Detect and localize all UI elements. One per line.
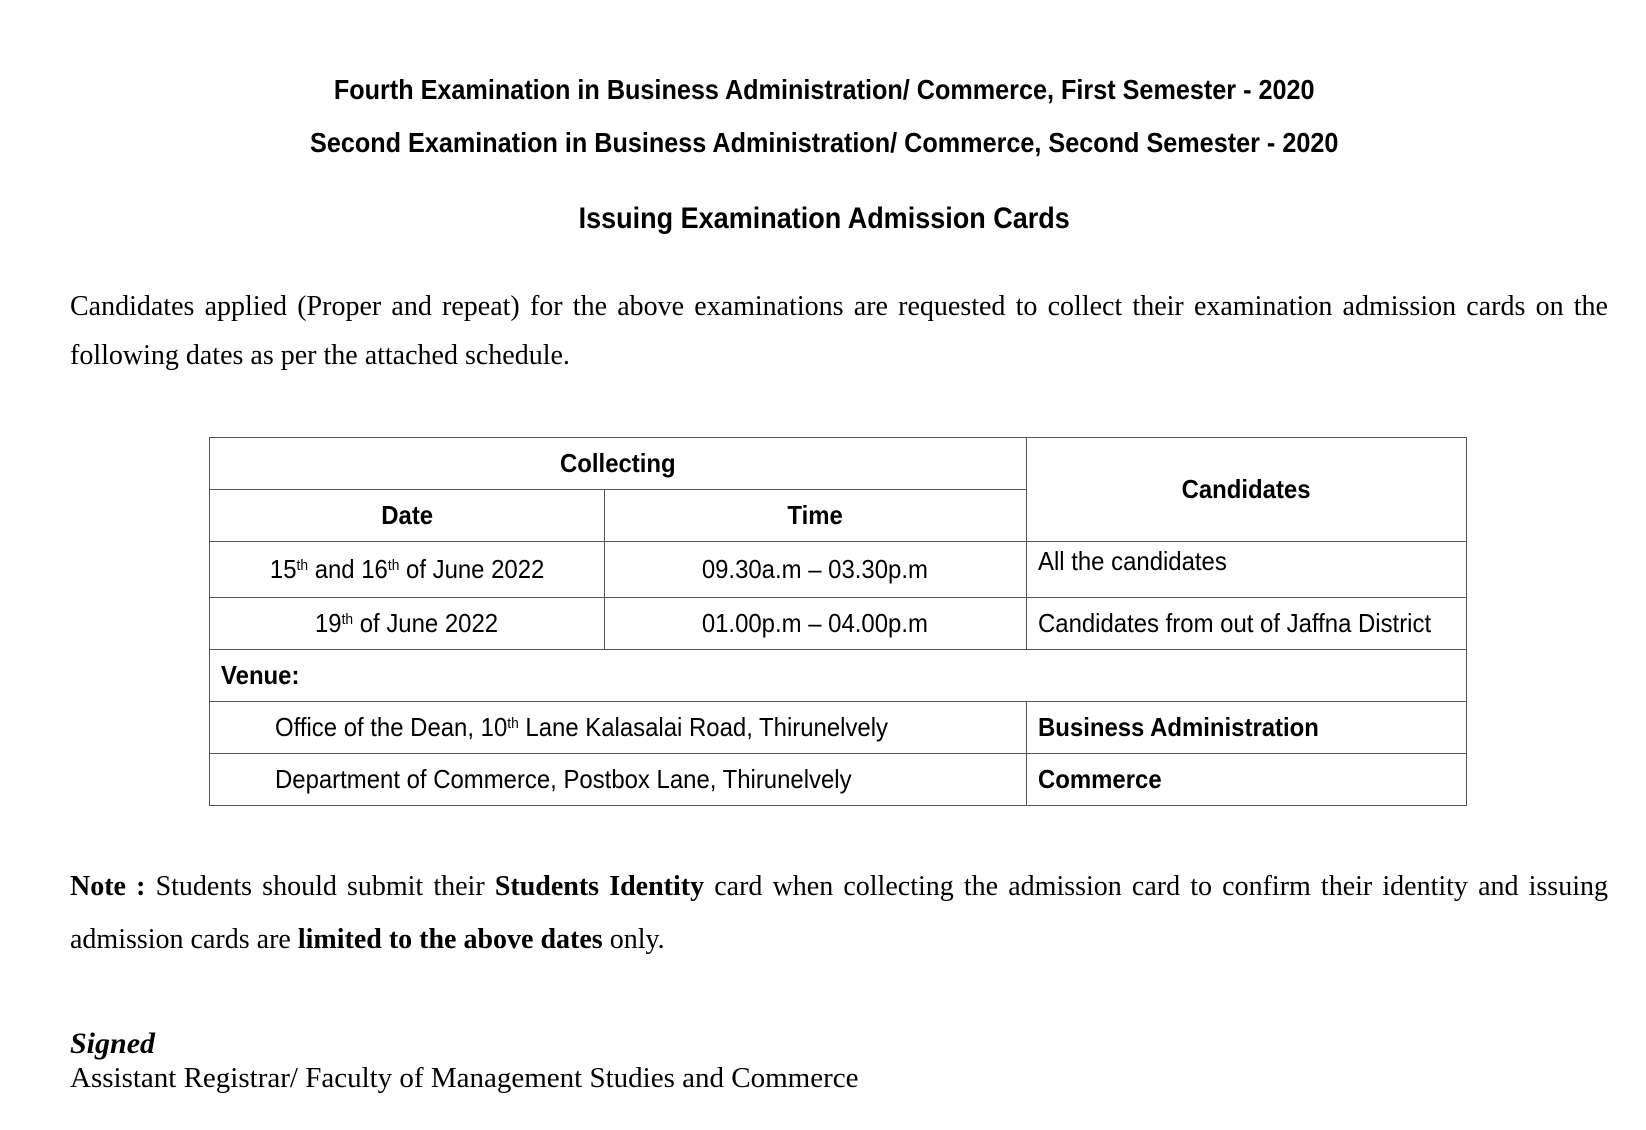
- candidates-cell: All the candidates: [1027, 542, 1467, 598]
- document-title: Issuing Examination Admission Cards: [578, 202, 1070, 235]
- schedule-table: [209, 437, 1467, 806]
- table-row: [210, 598, 1467, 650]
- note-bold-identity: Students Identity: [494, 871, 705, 902]
- date-cell: 19th of June 2022: [210, 598, 605, 650]
- venue-faculty: Commerce: [1027, 754, 1467, 806]
- venue-faculty: Business Administration: [1027, 702, 1467, 754]
- venue-row: [210, 754, 1467, 806]
- signed-label: Signed: [70, 1027, 156, 1060]
- signer-title: Assistant Registrar/ Faculty of Management Studies and Commerce: [70, 1062, 859, 1094]
- note-paragraph: Note : Students should submit their Students Identity card when collecting the admission card to confirm their identity and issuing admission cards are limited to the above dates only.: [70, 871, 1608, 955]
- table-row: [210, 542, 1467, 598]
- note-bold-dates: limited to the above dates: [297, 924, 603, 955]
- candidates-cell: Candidates from out of Jaffna District: [1027, 598, 1467, 650]
- date-header: Date: [210, 490, 605, 542]
- collecting-header: Collecting: [210, 438, 1027, 490]
- venue-label-row: [210, 650, 1467, 702]
- heading-line-2: Second Examination in Business Administration/ Commerce, Second Semester - 2020: [310, 127, 1339, 158]
- date-cell: 15th and 16th of June 2022: [210, 542, 605, 598]
- intro-paragraph: Candidates applied (Proper and repeat) for the above examinations are requested to collect their examination admission cards on the following dates as per the attached schedule.: [70, 291, 1608, 371]
- candidates-header: Candidates: [1027, 438, 1467, 542]
- heading-line-1: Fourth Examination in Business Administration/ Commerce, First Semester - 2020: [333, 74, 1315, 105]
- note-label: Note :: [70, 871, 146, 902]
- venue-place: Department of Commerce, Postbox Lane, Thirunelvely: [210, 754, 1027, 806]
- time-header: Time: [604, 490, 1026, 542]
- venue-label: Venue:: [210, 650, 1467, 702]
- venue-place: Office of the Dean, 10th Lane Kalasalai Road, Thirunelvely: [210, 702, 1027, 754]
- table-header-row: [210, 438, 1467, 490]
- time-cell: 09.30a.m – 03.30p.m: [604, 542, 1026, 598]
- time-cell: 01.00p.m – 04.00p.m: [604, 598, 1026, 650]
- venue-row: [210, 702, 1467, 754]
